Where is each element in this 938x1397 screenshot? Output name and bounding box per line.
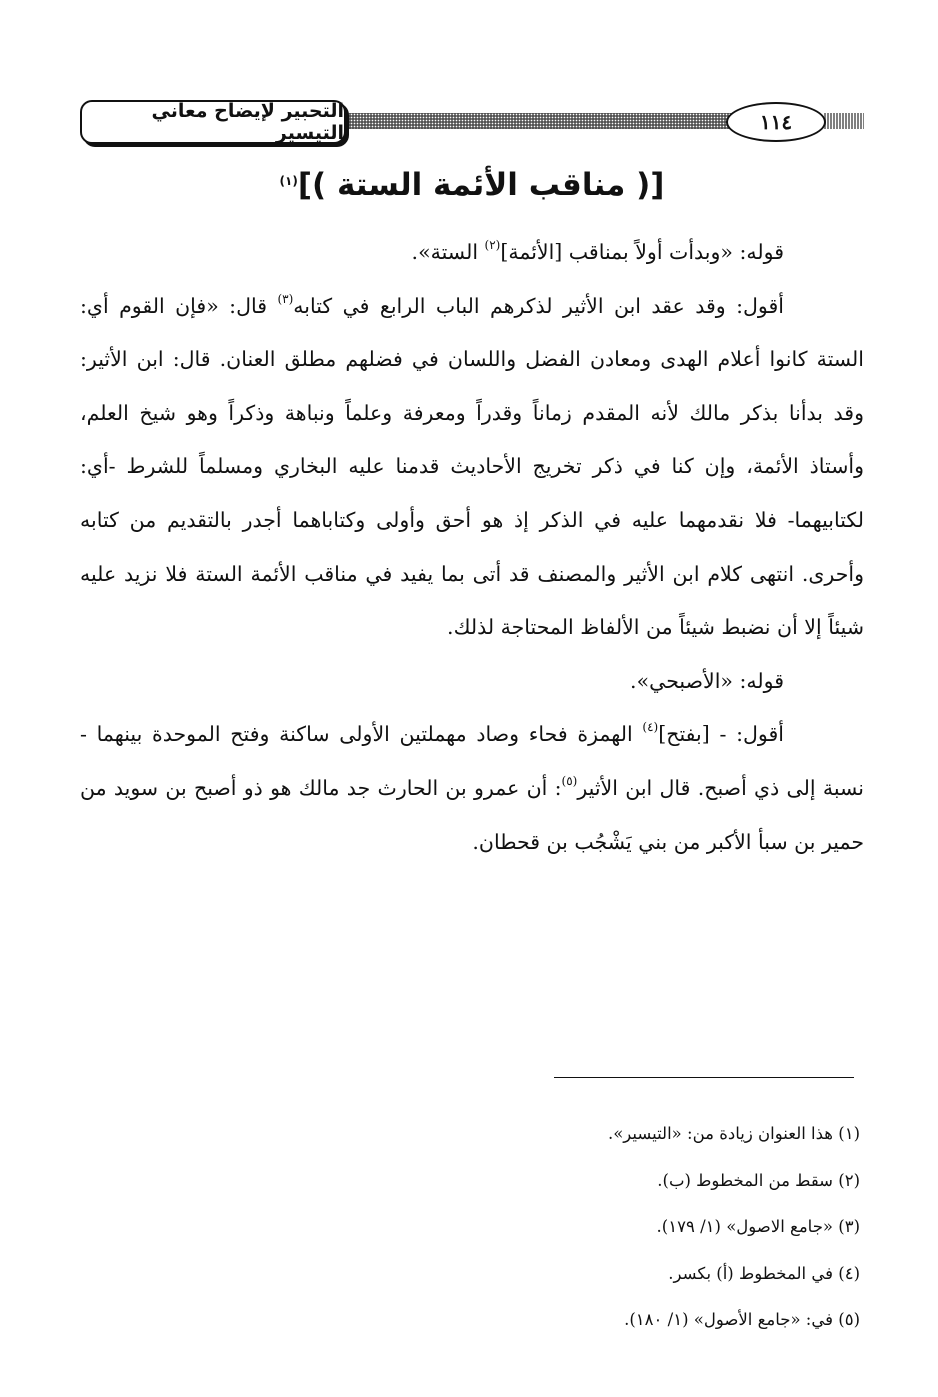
page-number-oval <box>726 102 826 142</box>
chapter-title-text: [( مناقب الأئمة الستة )] <box>297 167 665 203</box>
footnote-ref: (٤) <box>642 720 659 735</box>
footnote: (٤) في المخطوط (أ) بكسر. <box>668 1263 860 1283</box>
book-title: التحبير لإيضاح معاني التيسير <box>151 100 344 144</box>
page-number: ١١٤ <box>759 110 793 134</box>
footnote-ref: (١) <box>279 174 298 188</box>
paragraph <box>80 226 864 280</box>
paragraph: قوله: «الأصبحي». <box>630 668 784 693</box>
main-text <box>80 226 864 869</box>
footnote: (٢) سقط من المخطوط (ب). <box>657 1170 860 1190</box>
header-ornament-tail <box>824 113 864 129</box>
footnote: (٣) «جامع الاصول» (١/ ١٧٩). <box>656 1217 860 1236</box>
running-header <box>80 96 864 148</box>
header-ornament-bar <box>340 113 764 129</box>
footnote-ref: (٢) <box>484 238 501 252</box>
chapter-heading <box>80 160 864 210</box>
text-run: أقول: وقد عقد ابن الأثير لذكرهم الباب الرابع في كتابه <box>293 293 784 318</box>
text-run: قوله: «وبدأت أولاً بمناقب [الأئمة] <box>500 240 784 264</box>
text-run: الستة». <box>411 240 485 264</box>
text-run: أقول: - [بفتح] <box>658 722 784 747</box>
text-run: الهمزة فحاء وصاد مهملتين الأولى ساكنة وفتح الموحدة بينهما - نسبة إلى ذي أصبح. قال ابن الأثير <box>80 722 864 800</box>
footnote-ref: (٣) <box>277 291 294 306</box>
footnote: (١) هذا العنوان زيادة من: «التيسير». <box>607 1124 860 1143</box>
footnote-ref: (٥) <box>561 773 578 788</box>
paragraph <box>80 708 864 869</box>
book-title-box <box>80 100 346 144</box>
footnote-separator <box>554 1077 854 1078</box>
footnotes <box>80 1111 860 1344</box>
footnote: (٥) في: «جامع الأصول» (١/ ١٨٠). <box>624 1310 860 1329</box>
text-run: قال: «فإن القوم أي: الستة كانوا أعلام الهدى ومعادن الفضل واللسان في فضلهم مطلق العنان. قال: ابن الأثير: وقد بدأنا بذكر مالك لأنه المقدم زماناً وقدراً ومعرفة وعلماً ونباهة وذكراً وهو شيخ العلم، وأستاذ الأئمة، وإن كنا في ذكر تخريج الأحاديث قدمنا عليه البخاري ومسلماً للشرط -أي: لكتابيهما- فلا نقدمهما عليه في الذكر إذ هو أحق وأولى وكتاباهما أجدر بالتقديم من كتابه وأحرى. انتهى كلام ابن الأثير والمصنف قد أتى بما يفيد في مناقب الأئمة الستة فلا نزيد عليه شيئاً إلا أن نضبط شيئاً من الألفاظ المحتاجة لذلك. <box>80 293 864 640</box>
paragraph <box>80 280 864 655</box>
text-run: : أن عمرو بن الحارث جد مالك هو ذو أصبح بن سويد من حمير بن سبأ الأكبر من بني يَشْجُب بن قحطان. <box>80 775 864 854</box>
